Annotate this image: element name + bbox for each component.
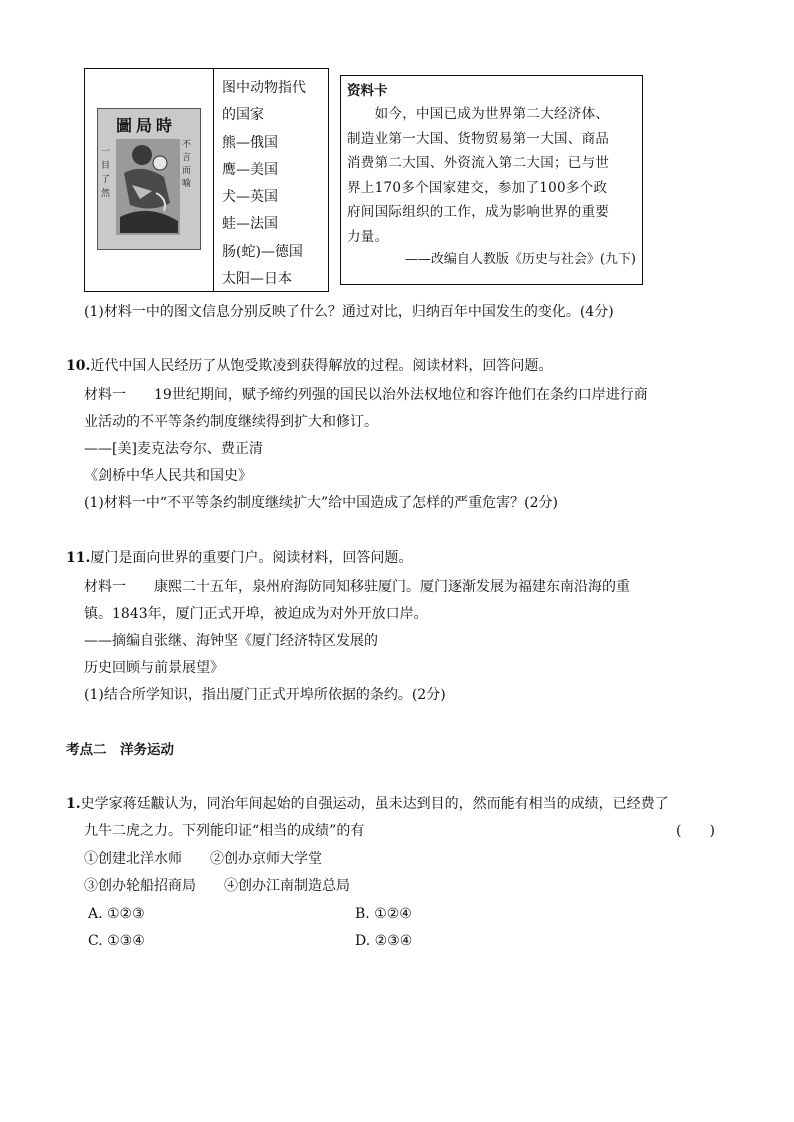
q11-source-line: ——摘编自张继、海钟坚《厦门经济特区发展的 [84,633,378,649]
q1-items-line: ③创办轮船招商局 ④创办江南制造总局 [84,878,350,894]
resource-card-line: 如今，中国已成为世界第二大经济体、 [347,106,610,122]
resource-card-title: 资料卡 [347,83,388,99]
q1-stem-line [66,794,669,814]
list-item: 图中动物指代 [222,80,306,96]
q11-sub-question: (1)结合所学知识，指出厦门正式开埠所依据的条约。(2分) [84,687,446,703]
cartoon-drawing [112,133,186,243]
resource-card-line: 界上170多个国家建交，参加了100多个政 [347,179,608,196]
q11-material-line: 镇。1843年，厦门正式开埠，被迫成为对外开放口岸。 [84,606,428,622]
resource-card-source: ——改编自人教版《历史与社会》(九下) [404,252,636,267]
list-item: 犬—英国 [222,189,278,206]
option-d: D. ②③④ [355,933,413,949]
answer-bracket: ( ) [676,823,715,839]
q11-stem [66,548,412,568]
q11-material-line: 材料一 康熙二十五年，泉州府海防同知移驻厦门。厦门逐渐发展为福建东南沿海的重 [84,579,630,595]
q10-source-line: ——[美]麦克法夸尔、费正清 [84,441,263,457]
list-item: 鹰—美国 [222,161,278,178]
option-c: C. ①③④ [88,933,145,949]
q10-stem [66,356,552,376]
list-item: 肠(蛇)—德国 [222,243,303,260]
resource-card-line: 制造业第一大国、货物贸易第一大国、商品 [347,130,610,147]
q9-sub-question: (1)材料一中的图文信息分别反映了什么？通过对比，归纳百年中国发生的变化。(4分) [84,304,614,320]
option-b: B. ①②④ [355,906,412,922]
cartoon-title: 圖局時 [116,116,177,135]
list-item: 蛙—法国 [222,216,278,233]
q1-items-line: ①创建北洋水师 ②创办京师大学堂 [84,851,322,867]
resource-card [340,75,643,285]
q10-material-line: 业活动的不平等条约制度继续得到扩大和修订。 [84,414,378,430]
q10-number: 10. [66,358,91,374]
section-heading: 考点二 洋务运动 [66,742,174,758]
list-item: 熊—俄国 [222,134,278,151]
q1-number: 1. [66,796,81,812]
cartoon-side-text: 不言而喻 [182,140,192,189]
q1-stem-text: 史学家蒋廷黻认为，同治年间起始的自强运动，虽未达到目的，然而能有相当的成绩，已经费了 [80,796,669,812]
animal-country-list [214,69,306,291]
q11-source-line: 历史回顾与前景展望》 [84,660,224,676]
q10-sub-question: (1)材料一中“不平等条约制度继续扩大”给中国造成了怎样的严重危害？(2分) [84,495,558,511]
cartoon-image [97,108,201,250]
list-item: 的国家 [222,107,264,124]
q10-stem-text: 近代中国人民经历了从饱受欺凌到获得解放的过程。阅读材料，回答问题。 [90,358,553,374]
cartoon-cell [85,69,214,291]
material-table [84,68,329,292]
resource-card-line: 消费第二大国、外资流入第二大国；已与世 [347,155,610,171]
q11-number: 11. [66,550,91,566]
q10-source-line: 《剑桥中华人民共和国史》 [84,468,252,484]
option-a: A. ①②③ [88,906,145,922]
q11-stem-text: 厦门是面向世界的重要门户。阅读材料，回答问题。 [90,550,413,566]
resource-card-line: 力量。 [347,228,389,245]
list-item: 太阳—日本 [222,271,292,288]
q1-stem-line: 九牛二虎之力。下列能印证“相当的成绩”的有 [84,823,365,839]
resource-card-line: 府间国际组织的工作，成为影响世界的重要 [347,204,610,220]
q10-material-line: 材料一 19世纪期间，赋予缔约列强的国民以治外法权地位和容许他们在条约口岸进行商 [84,387,648,403]
cartoon-left-text: 一目了然 [101,147,111,199]
